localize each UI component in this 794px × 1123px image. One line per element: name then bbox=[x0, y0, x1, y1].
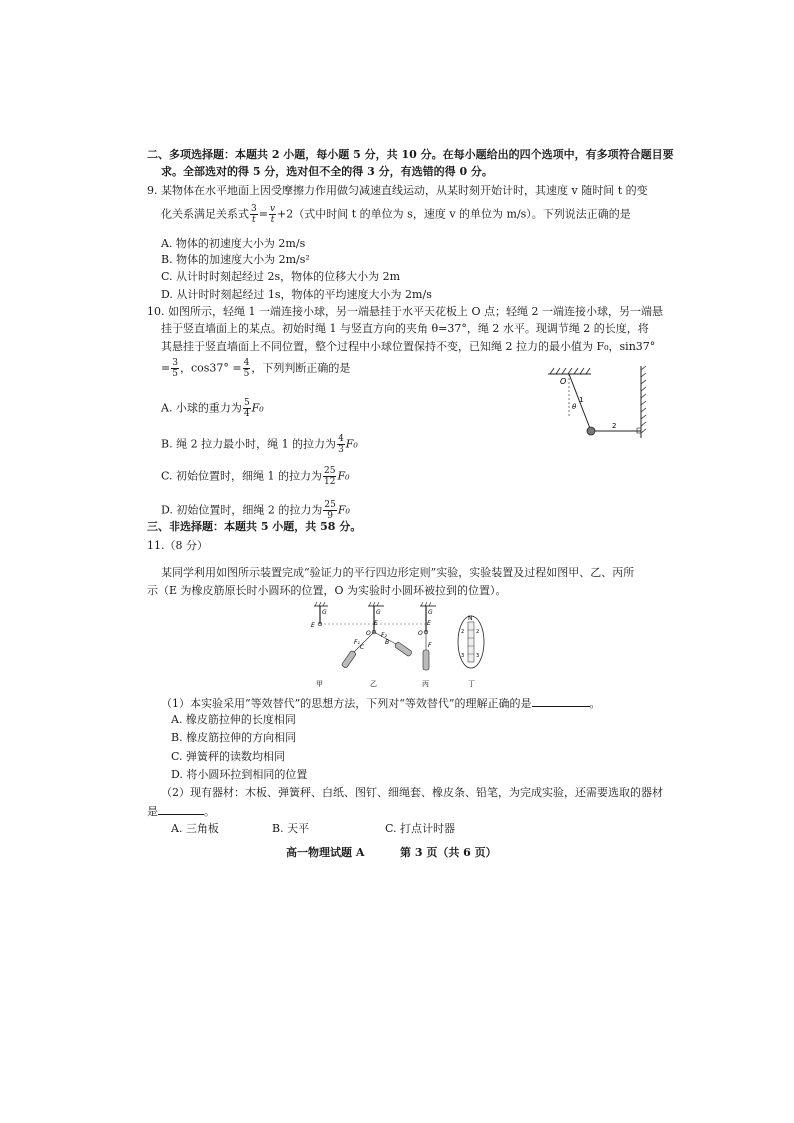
q10-option-c bbox=[161, 466, 350, 487]
option-text: C. 初始位置时，细绳 1 的拉力为 bbox=[161, 469, 323, 483]
frac-num: 3 bbox=[251, 204, 257, 214]
q11-number: 11.（8 分） bbox=[147, 539, 208, 552]
label-e: E bbox=[311, 622, 315, 629]
label-o: O bbox=[418, 630, 423, 637]
label-ding: 丁 bbox=[468, 680, 475, 688]
q10-stem-line1: 10. 如图所示，轻绳 1 一端连接小球，另一端悬挂于水平天花板上 O 点；轻绳 2 一端连接小球，另一端悬 bbox=[147, 305, 663, 318]
tick-label: 3 bbox=[461, 653, 465, 659]
q9-fraction-2 bbox=[269, 204, 276, 225]
option-fraction bbox=[323, 500, 336, 521]
label-g: G bbox=[376, 609, 381, 616]
frac-den: 4 bbox=[243, 409, 250, 419]
q9-option-d: D. 从计时时刻起经过 1s，物体的平均速度大小为 2m/s bbox=[161, 288, 432, 301]
q10-stem-line2: 挂于竖直墙面上的某点。初始时绳 1 与竖直方向的夹角 θ=37°，绳 2 水平。现调节绳 2 的长度，将 bbox=[161, 322, 649, 335]
figure-yi bbox=[341, 602, 412, 668]
q11-p2-option-c: C. 打点计时器 bbox=[385, 822, 456, 835]
part1-end: 。 bbox=[589, 697, 601, 710]
frac-den: 5 bbox=[243, 369, 250, 379]
equals-sign: = bbox=[258, 207, 268, 221]
label-f: F bbox=[428, 642, 432, 649]
label-f1: F₁ bbox=[354, 639, 360, 646]
label-g: G bbox=[428, 609, 433, 616]
label-rope-1: 1 bbox=[579, 396, 584, 404]
label-theta: θ bbox=[572, 403, 577, 411]
frac-num: 5 bbox=[243, 398, 250, 408]
q10-option-b bbox=[161, 434, 358, 455]
footer-page: 第 3 页（共 6 页） bbox=[400, 846, 497, 859]
option-text: A. 小球的重力为 bbox=[161, 401, 242, 415]
option-text: B. 绳 2 拉力最小时，绳 1 的拉力为 bbox=[161, 437, 337, 451]
label-o: O bbox=[366, 630, 371, 637]
label-b: B bbox=[385, 639, 390, 646]
q11-p1-option-b: B. 橡皮筋拉伸的方向相同 bbox=[171, 731, 297, 744]
frac-den: t bbox=[252, 215, 256, 225]
footer-title: 高一物理试题 A bbox=[286, 846, 365, 859]
answer-blank-2[interactable] bbox=[158, 804, 204, 815]
frac-den: 12 bbox=[324, 477, 336, 487]
q11-figure bbox=[308, 600, 493, 690]
frac-num: 4 bbox=[243, 358, 250, 368]
section2-heading-cont: 求。全部选对的得 5 分，选对但不全的得 3 分，有选错的得 0 分。 bbox=[161, 165, 493, 178]
q10-option-a bbox=[161, 398, 264, 419]
frac-den: 5 bbox=[172, 369, 178, 379]
q11-p2-option-a: A. 三角板 bbox=[171, 822, 219, 835]
q11-p2-option-b: B. 天平 bbox=[272, 822, 310, 835]
q10-stem-line4: = $\frac{3}{5}$ ，cos37° = $\frac{4}{5}$ ，下列判断正确的是 bbox=[161, 358, 351, 379]
q11-stem-line2: 示（E 为橡皮筋原长时小圆环的位置，O 为实验时小圆环被拉到的位置）。 bbox=[147, 584, 507, 597]
q11-part1 bbox=[161, 696, 601, 711]
q10-cos-text: ，cos37° = bbox=[179, 361, 242, 375]
tick-label: 2 bbox=[461, 629, 465, 635]
f0-symbol: F₀ bbox=[345, 437, 358, 451]
label-e: E bbox=[427, 620, 431, 627]
option-fraction bbox=[337, 434, 345, 455]
q9-stem-post: +2（式中时间 t 的单位为 s，速度 v 的单位为 m/s）。下列说法正确的是 bbox=[277, 207, 631, 221]
q10-figure bbox=[543, 362, 658, 442]
label-yi: 乙 bbox=[370, 680, 377, 688]
option-fraction bbox=[243, 398, 251, 419]
q10-stem-post: ，下列判断正确的是 bbox=[251, 361, 351, 375]
label-c: C bbox=[360, 644, 365, 651]
q9-option-a: A. 物体的初速度大小为 2m/s bbox=[161, 237, 306, 250]
section2-heading: 二、多项选择题：本题共 2 小题，每小题 5 分，共 10 分。在每小题给出的四个选项中，有多项符合题目要 bbox=[147, 148, 674, 161]
q10-stem-line3: 其悬挂于竖直墙面上不同位置，整个过程中小球位置保持不变，已知绳 2 拉力的最小值为 F₀，sin37° bbox=[161, 340, 656, 353]
option-fraction bbox=[323, 466, 336, 487]
tick-label: 2 bbox=[476, 629, 480, 635]
tick-label: 3 bbox=[476, 653, 480, 659]
label-g: G bbox=[322, 609, 327, 616]
frac-den: 9 bbox=[327, 511, 334, 521]
part1-text: （1）本实验采用“等效替代”的思想方法，下列对“等效替代”的理解正确的是 bbox=[161, 697, 532, 710]
ceiling bbox=[548, 368, 591, 374]
q11-p1-option-a: A. 橡皮筋拉伸的长度相同 bbox=[171, 713, 296, 726]
f0-symbol: F₀ bbox=[337, 503, 350, 517]
wall bbox=[641, 366, 646, 438]
q11-part2-line2 bbox=[147, 804, 215, 819]
ball bbox=[587, 427, 595, 435]
answer-blank-1[interactable] bbox=[532, 696, 590, 707]
q9-option-c: C. 从计时时刻起经过 2s，物体的位移大小为 2m bbox=[161, 270, 401, 283]
label-bing: 丙 bbox=[422, 680, 429, 688]
label-o: O bbox=[560, 377, 567, 386]
q10-cos-fraction bbox=[243, 358, 251, 379]
label-f2: F₂ bbox=[381, 632, 387, 639]
q9-stem-line1: 9. 某物体在水平地面上因受摩擦力作用做匀减速直线运动，从某时刻开始计时，其速度 v 随时间 t 的变 bbox=[147, 184, 648, 197]
figure-ding bbox=[458, 615, 484, 668]
label-n: N bbox=[468, 615, 473, 622]
q11-part2-line1: （2）现有器材：木板、弹簧秤、白纸、图钉、细绳套、橡皮条、铅笔，为完成实验，还需要选取的器材 bbox=[161, 786, 663, 799]
q9-stem-pre: 化关系满足关系式 bbox=[161, 207, 249, 221]
q11-stem-line1: 某同学利用如图所示装置完成“验证力的平行四边形定则”实验，实验装置及过程如图甲、乙、丙所 bbox=[161, 566, 635, 579]
option-text: D. 初始位置时，细绳 2 的拉力为 bbox=[161, 503, 323, 517]
part2-text: 是 bbox=[147, 805, 158, 818]
label-e: E bbox=[374, 620, 378, 627]
section3-heading: 三、非选择题：本题共 5 小题，共 58 分。 bbox=[147, 520, 362, 533]
frac-num: 4 bbox=[338, 434, 344, 444]
figure-bing bbox=[418, 602, 436, 670]
q9-option-b: B. 物体的加速度大小为 2m/s² bbox=[161, 253, 310, 266]
frac-den: t bbox=[270, 215, 275, 225]
frac-num: v bbox=[269, 204, 276, 214]
label-rope-2: 2 bbox=[612, 422, 617, 430]
q10-sin-fraction bbox=[171, 358, 179, 379]
q9-fraction-1 bbox=[250, 204, 258, 225]
frac-num: 25 bbox=[324, 466, 336, 476]
f0-symbol: F₀ bbox=[251, 401, 264, 415]
q11-p1-option-d: D. 将小圆环拉到相同的位置 bbox=[171, 768, 308, 781]
frac-num: 3 bbox=[172, 358, 178, 368]
q9-stem-line2 bbox=[161, 204, 631, 225]
q10-option-d bbox=[161, 500, 350, 521]
q11-p1-option-c: C. 弹簧秤的读数均相同 bbox=[171, 750, 286, 763]
part2-end: 。 bbox=[204, 805, 215, 818]
f0-symbol: F₀ bbox=[337, 469, 350, 483]
frac-num: 25 bbox=[324, 500, 336, 510]
frac-den: 3 bbox=[338, 445, 344, 455]
label-jia: 甲 bbox=[316, 680, 323, 688]
